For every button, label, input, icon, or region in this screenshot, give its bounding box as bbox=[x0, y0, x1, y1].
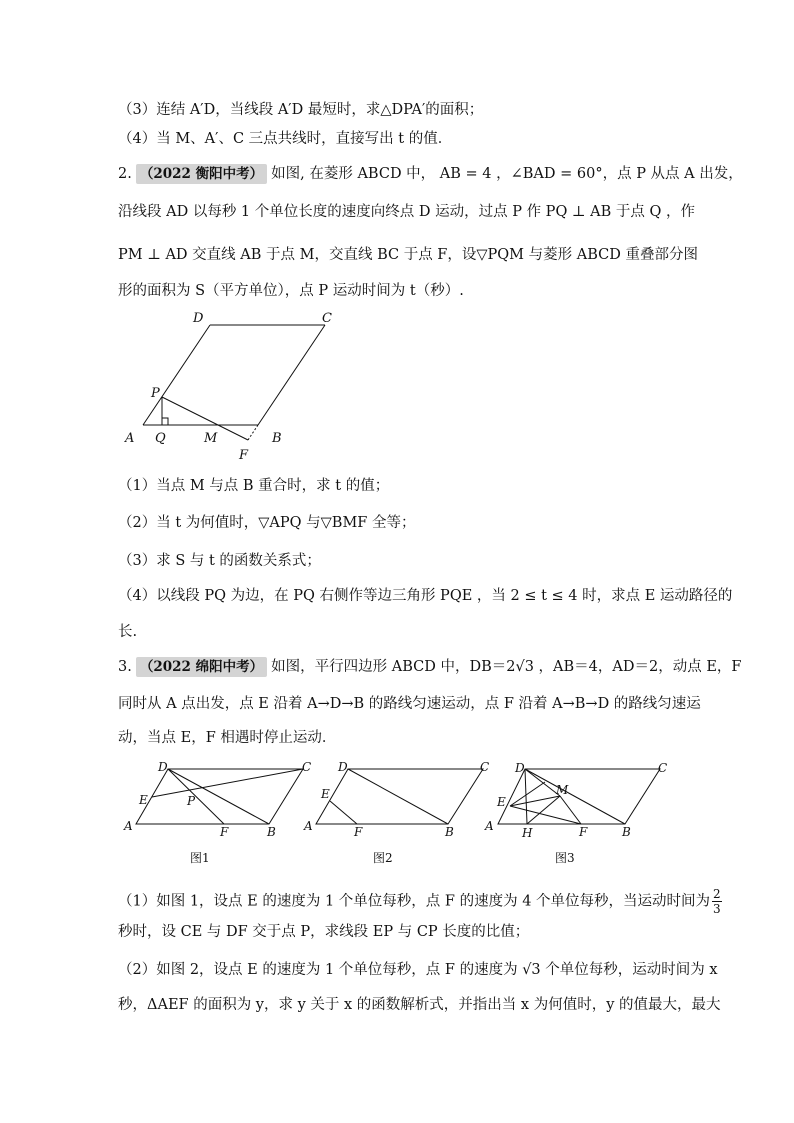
parallelogram-ABCD bbox=[498, 769, 660, 824]
label-B: B bbox=[272, 431, 282, 446]
p2-question-1: （1）当点 M 与点 B 重合时，求 t 的值； bbox=[118, 478, 390, 494]
f3-label-H: H bbox=[522, 826, 533, 840]
label-C: C bbox=[322, 311, 332, 326]
f2-label-E: E bbox=[321, 787, 330, 801]
p2-source-tag: （2022 衡阳中考） bbox=[136, 164, 267, 184]
parallelogram-ABCD bbox=[316, 769, 483, 824]
p3-stem-line-2: 同时从 A 点出发，点 E 沿着 A→D→B 的路线匀速运动，点 F 沿着 A→B→D 的路线匀速运 bbox=[118, 696, 701, 712]
p2-stem-line-3: PM ⊥ AD 交直线 AB 于点 M，交直线 BC 于点 F，设▽PQM 与菱形 ABCD 重叠部分图 bbox=[118, 247, 698, 263]
f3-label-F: F bbox=[579, 825, 588, 839]
f3-label-C: C bbox=[658, 761, 668, 775]
f1-label-F: F bbox=[220, 825, 229, 839]
p3-stem-text-1: 如图，平行四边形 ABCD 中，DB＝2√3 ，AB＝4，AD＝2，动点 E，F bbox=[271, 659, 742, 675]
p3-figure-1 bbox=[120, 760, 320, 840]
f1-label-B: B bbox=[267, 825, 276, 839]
label-D: D bbox=[193, 311, 204, 326]
p2-number: 2. bbox=[118, 166, 132, 182]
f1-label-D: D bbox=[158, 760, 168, 774]
p1-question-3: （3）连结 A′D，当线段 A′D 最短时，求△DPA′的面积； bbox=[118, 102, 484, 118]
p2-stem-line-1 bbox=[118, 164, 743, 184]
p1-question-4: （4）当 M、A′、C 三点共线时，直接写出 t 的值． bbox=[118, 131, 453, 147]
f2-label-C: C bbox=[480, 760, 490, 774]
segment-EF bbox=[330, 801, 357, 824]
f1-label-C: C bbox=[302, 760, 312, 774]
label-A: A bbox=[125, 431, 135, 446]
segment-DB bbox=[348, 769, 448, 824]
p2-stem-line-4: 形的面积为 S（平方单位），点 P 运动时间为 t（秒）. bbox=[118, 283, 464, 299]
side-DA bbox=[143, 325, 210, 425]
p3-stem-line-1 bbox=[118, 657, 742, 677]
p2-question-2: （2）当 t 为何值时，▽APQ 与▽BMF 全等； bbox=[118, 515, 416, 531]
segment-DH bbox=[525, 769, 527, 824]
p2-stem-text-1: 如图, 在菱形 ABCD 中， AB = 4 ，∠BAD = 60°，点 P 从点 A 出发， bbox=[271, 166, 743, 182]
f3-label-M: M bbox=[556, 783, 569, 797]
f1-label-P: P bbox=[187, 794, 196, 808]
label-P: P bbox=[151, 386, 160, 401]
fraction-numerator: 2 bbox=[713, 887, 721, 901]
segment-EC bbox=[152, 769, 303, 797]
p3-question-1-line-1 bbox=[118, 887, 721, 916]
f1-label-A: A bbox=[124, 819, 133, 833]
f2-label-D: D bbox=[338, 760, 348, 774]
label-F: F bbox=[239, 448, 249, 463]
p2-question-4-line-2: 长. bbox=[118, 624, 138, 640]
side-BC bbox=[258, 325, 325, 425]
figure-1-caption: 图1 bbox=[190, 851, 210, 865]
fraction-two-thirds bbox=[712, 887, 722, 916]
fraction-denominator: 3 bbox=[713, 902, 721, 916]
p3-question-1-text: （1）如图 1，设点 E 的速度为 1 个单位每秒，点 F 的速度为 4 个单位每秒，当运动时间为 bbox=[118, 893, 711, 910]
f2-label-F: F bbox=[354, 825, 363, 839]
label-Q: Q bbox=[155, 431, 166, 446]
p3-source-tag: （2022 绵阳中考） bbox=[136, 657, 267, 677]
p3-number: 3. bbox=[118, 659, 132, 675]
p2-stem-line-2: 沿线段 AD 以每秒 1 个单位长度的速度向终点 D 运动，过点 P 作 PQ ⊥ AB 于点 Q ，作 bbox=[118, 204, 696, 220]
f3-label-D: D bbox=[515, 761, 525, 775]
f1-label-E: E bbox=[139, 793, 148, 807]
p2-question-4-line-1: （4）以线段 PQ 为边，在 PQ 右侧作等边三角形 PQE ，当 2 ≤ t ≤ 4 时，求点 E 运动路径的 bbox=[118, 588, 733, 604]
figure-2-caption: 图2 bbox=[373, 851, 393, 865]
extension-BF bbox=[248, 425, 258, 440]
f3-label-A: A bbox=[485, 819, 494, 833]
figure-3-caption: 图3 bbox=[555, 851, 575, 865]
p3-stem-line-3: 动，当点 E，F 相遇时停止运动． bbox=[118, 730, 337, 746]
label-M: M bbox=[204, 431, 218, 446]
p3-question-1-line-2: 秒时，设 CE 与 DF 交于点 P，求线段 EP 与 CP 长度的比值； bbox=[118, 924, 530, 940]
p2-question-3: （3）求 S 与 t 的函数关系式； bbox=[118, 553, 321, 569]
p3-figure-2 bbox=[300, 760, 500, 840]
right-angle-mark bbox=[162, 418, 168, 425]
f3-label-B: B bbox=[622, 825, 631, 839]
f2-label-B: B bbox=[445, 825, 454, 839]
f3-label-E: E bbox=[497, 795, 506, 809]
p3-question-2-line-1: （2）如图 2，设点 E 的速度为 1 个单位每秒，点 F 的速度为 √3 个单位每秒，运动时间为 x bbox=[118, 962, 718, 978]
p2-rhombus-figure bbox=[115, 305, 345, 470]
segment-DF bbox=[168, 769, 224, 824]
segment-MH bbox=[527, 796, 560, 824]
p3-figure-3 bbox=[482, 760, 682, 840]
p3-question-2-line-2: 秒，ΔAEF 的面积为 y，求 y 关于 x 的函数解析式，并指出当 x 为何值时，y 的值最大，最大 bbox=[118, 997, 721, 1013]
f2-label-A: A bbox=[304, 819, 313, 833]
segment-DB bbox=[168, 769, 269, 824]
